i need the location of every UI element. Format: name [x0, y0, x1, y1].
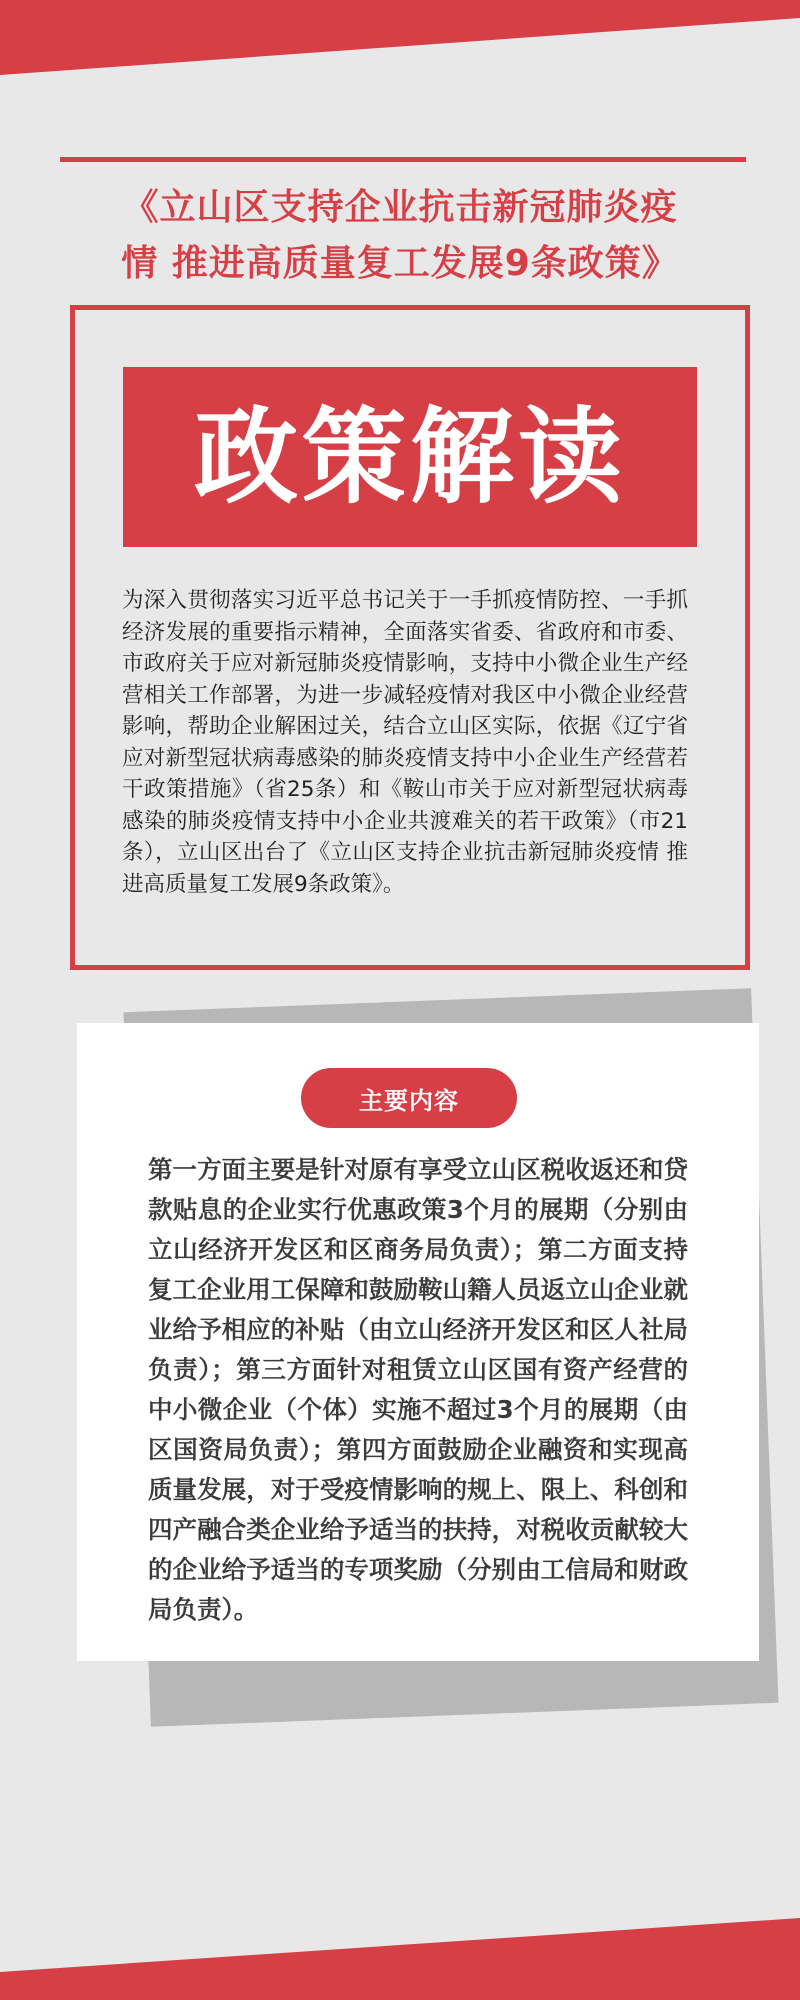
intro-paragraph: 为深入贯彻落实习近平总书记关于一手抓疫情防控、一手抓经济发展的重要指示精神，全面落实省委、省政府和市委、市政府关于应对新冠肺炎疫情影响，支持中小微企业生产经营相关工作部署，为进一步减轻疫情对我区中小微企业经营影响，帮助企业解困过关，结合立山区实际，依据《辽宁省应对新型冠状病毒感染的肺炎疫情支持中小企业生产经营若干政策措施》（省25条）和《鞍山市关于应对新型冠状病毒感染的肺炎疫情支持中小企业共渡难关的若干政策》（市21条），立山区出台了《立山区支持企业抗击新冠肺炎疫情 推进高质量复工发展9条政策》。	[122, 588, 688, 897]
bottom-decorative-band	[0, 1900, 800, 2000]
policy-interpretation-banner	[123, 367, 697, 547]
page-title-line-1: 《立山区支持企业抗击新冠肺炎疫	[122, 187, 678, 228]
banner-heading: 政策解读	[193, 396, 626, 518]
main-content-paragraph: 第一方面主要是针对原有享受立山区税收返还和贷款贴息的企业实行优惠政策3个月的展期（分别由立山经济开发区和区商务局负责）；第二方面支持复工企业用工保障和鼓励鞍山籍人员返立山企业就业给予相应的补贴（由立山经济开发区和区人社局负责）；第三方面针对租赁立山区国有资产经营的中小微企业（个体）实施不超过3个月的展期（由区国资局负责）；第四方面鼓励企业融资和实现高质量发展，对于受疫情影响的规上、限上、科创和四产融合类企业给予适当的扶持，对税收贡献较大的企业给予适当的专项奖励（分别由工信局和财政局负责）。	[148, 1155, 688, 1624]
title-top-rule	[60, 157, 746, 162]
top-decorative-band	[0, 0, 800, 80]
main-content-label: 主要内容	[301, 1068, 517, 1128]
page-title-line-2: 情 推进高质量复工发展9条政策》	[121, 243, 679, 284]
page-title	[70, 180, 730, 292]
